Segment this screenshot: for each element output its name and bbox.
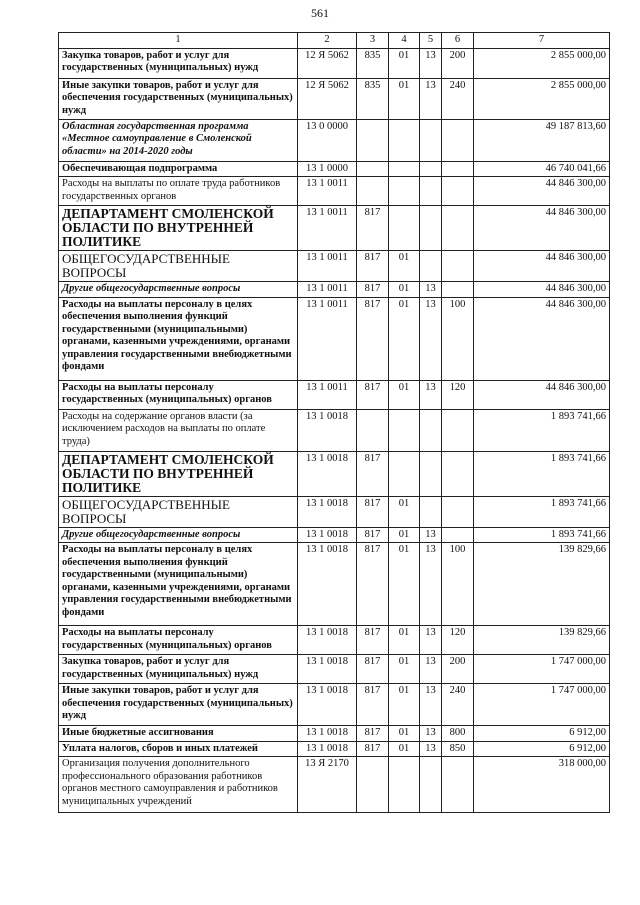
ministry-code-cell: 817 [357,543,389,626]
page-number: 561 [311,6,329,20]
table-row [59,380,610,409]
header-cell: 2 [298,33,357,49]
expense-type-cell: 200 [442,655,474,684]
target-code-cell: 13 1 0018 [298,451,357,496]
section-cell [389,206,420,251]
subsection-cell [420,177,442,206]
target-code-cell: 13 1 0011 [298,380,357,409]
subsection-cell [420,451,442,496]
target-code-cell: 13 0 0000 [298,119,357,161]
table-row [59,177,610,206]
section-cell [389,177,420,206]
expense-type-cell [442,119,474,161]
row-name-cell: Расходы на содержание органов власти (за исключением расходов на выплаты по оплате труда) [59,409,298,451]
header-cell: 7 [474,33,610,49]
target-code-cell: 13 1 0018 [298,409,357,451]
subsection-cell: 13 [420,48,442,78]
section-cell: 01 [389,282,420,298]
expense-type-cell [442,251,474,282]
header-cell: 6 [442,33,474,49]
subsection-cell [420,251,442,282]
row-name-cell: Областная государственная программа «Местное самоуправление в Смоленской области» на 2014-2020 годы [59,119,298,161]
row-name-cell: Закупка товаров, работ и услуг для государственных (муниципальных) нужд [59,655,298,684]
amount-cell: 318 000,00 [474,757,610,813]
section-cell [389,119,420,161]
section-cell: 01 [389,741,420,757]
row-name-cell: Другие общегосударственные вопросы [59,282,298,298]
amount-cell: 1 893 741,66 [474,527,610,543]
amount-cell: 2 855 000,00 [474,48,610,78]
amount-cell: 44 846 300,00 [474,206,610,251]
ministry-code-cell: 817 [357,451,389,496]
section-cell [389,161,420,177]
amount-cell: 44 846 300,00 [474,177,610,206]
header-cell: 3 [357,33,389,49]
budget-table [58,32,610,813]
section-cell: 01 [389,543,420,626]
ministry-code-cell: 817 [357,282,389,298]
table-row [59,626,610,655]
subsection-cell: 13 [420,380,442,409]
row-name-cell: Обеспечивающая подпрограмма [59,161,298,177]
target-code-cell: 13 1 0018 [298,527,357,543]
table-row [59,684,610,726]
ministry-code-cell [357,177,389,206]
ministry-code-cell: 835 [357,78,389,119]
expense-type-cell: 100 [442,297,474,380]
target-code-cell: 13 1 0018 [298,655,357,684]
table-row [59,282,610,298]
row-name-cell: Расходы на выплаты персоналу в целях обеспечения выполнения функций государственными (муниципальными) органами, казенными учреждениями, органами управления государственными внебюджетными фондами [59,297,298,380]
ministry-code-cell: 817 [357,380,389,409]
amount-cell: 6 912,00 [474,741,610,757]
amount-cell: 1 747 000,00 [474,684,610,726]
table-row [59,48,610,78]
subsection-cell: 13 [420,726,442,742]
section-cell: 01 [389,527,420,543]
subsection-cell: 13 [420,282,442,298]
expense-type-cell [442,206,474,251]
ministry-code-cell: 817 [357,527,389,543]
subsection-cell: 13 [420,78,442,119]
amount-cell: 49 187 813,60 [474,119,610,161]
table-row [59,161,610,177]
target-code-cell: 13 1 0018 [298,741,357,757]
ministry-code-cell: 817 [357,496,389,527]
section-cell: 01 [389,78,420,119]
ministry-code-cell: 817 [357,726,389,742]
row-name-cell: Уплата налогов, сборов и иных платежей [59,741,298,757]
subsection-cell: 13 [420,626,442,655]
subsection-cell: 13 [420,527,442,543]
target-code-cell: 13 1 0011 [298,282,357,298]
subsection-cell: 13 [420,543,442,626]
expense-type-cell: 800 [442,726,474,742]
ministry-code-cell: 817 [357,206,389,251]
target-code-cell: 13 1 0011 [298,251,357,282]
expense-type-cell: 240 [442,684,474,726]
table-row [59,451,610,496]
subsection-cell [420,496,442,527]
amount-cell: 44 846 300,00 [474,297,610,380]
target-code-cell: 12 Я 5062 [298,48,357,78]
row-name-cell: Иные закупки товаров, работ и услуг для обеспечения государственных (муниципальных) нужд [59,78,298,119]
subsection-cell: 13 [420,741,442,757]
target-code-cell: 13 1 0018 [298,684,357,726]
section-cell: 01 [389,726,420,742]
header-cell: 1 [59,33,298,49]
table-row [59,527,610,543]
row-name-cell: Иные бюджетные ассигнования [59,726,298,742]
subsection-cell: 13 [420,655,442,684]
target-code-cell: 13 1 0011 [298,206,357,251]
subsection-cell [420,206,442,251]
section-cell: 01 [389,496,420,527]
ministry-code-cell: 817 [357,655,389,684]
expense-type-cell [442,177,474,206]
table-row [59,409,610,451]
expense-type-cell: 240 [442,78,474,119]
amount-cell: 44 846 300,00 [474,380,610,409]
table-row [59,78,610,119]
table-row [59,251,610,282]
expense-type-cell: 200 [442,48,474,78]
section-cell: 01 [389,684,420,726]
ministry-code-cell [357,409,389,451]
ministry-code-cell: 835 [357,48,389,78]
section-cell: 01 [389,251,420,282]
ministry-code-cell: 817 [357,741,389,757]
row-name-cell: Расходы на выплаты по оплате труда работников государственных органов [59,177,298,206]
subsection-cell [420,757,442,813]
row-name-cell: Организация получения дополнительного профессионального образования работников органов местного самоуправления и работников муниципальных учреждений [59,757,298,813]
target-code-cell: 12 Я 5062 [298,78,357,119]
section-cell: 01 [389,655,420,684]
expense-type-cell: 120 [442,626,474,655]
section-cell [389,757,420,813]
section-cell: 01 [389,380,420,409]
amount-cell: 1 893 741,66 [474,409,610,451]
amount-cell: 1 747 000,00 [474,655,610,684]
target-code-cell: 13 1 0000 [298,161,357,177]
target-code-cell: 13 1 0011 [298,177,357,206]
ministry-code-cell [357,757,389,813]
subsection-cell [420,161,442,177]
header-cell: 4 [389,33,420,49]
amount-cell: 1 893 741,66 [474,496,610,527]
table-row [59,726,610,742]
amount-cell: 46 740 041,66 [474,161,610,177]
table-row [59,741,610,757]
ministry-code-cell: 817 [357,297,389,380]
table-row [59,119,610,161]
row-name-cell: ОБЩЕГОСУДАРСТВЕННЫЕ ВОПРОСЫ [59,496,298,527]
section-cell: 01 [389,48,420,78]
table-row [59,655,610,684]
target-code-cell: 13 1 0011 [298,297,357,380]
table-row [59,496,610,527]
section-cell [389,409,420,451]
header-cell: 5 [420,33,442,49]
row-name-cell: Другие общегосударственные вопросы [59,527,298,543]
ministry-code-cell: 817 [357,626,389,655]
amount-cell: 1 893 741,66 [474,451,610,496]
expense-type-cell: 120 [442,380,474,409]
row-name-cell: ДЕПАРТАМЕНТ СМОЛЕНСКОЙ ОБЛАСТИ ПО ВНУТРЕННЕЙ ПОЛИТИКЕ [59,206,298,251]
target-code-cell: 13 1 0018 [298,626,357,655]
row-name-cell: Расходы на выплаты персоналу государственных (муниципальных) органов [59,626,298,655]
expense-type-cell [442,757,474,813]
section-cell: 01 [389,626,420,655]
table-row [59,297,610,380]
target-code-cell: 13 1 0018 [298,726,357,742]
row-name-cell: Расходы на выплаты персоналу государственных (муниципальных) органов [59,380,298,409]
expense-type-cell [442,496,474,527]
amount-cell: 139 829,66 [474,543,610,626]
table-row [59,543,610,626]
table-header-row [59,33,610,49]
expense-type-cell [442,527,474,543]
row-name-cell: Иные закупки товаров, работ и услуг для обеспечения государственных (муниципальных) нужд [59,684,298,726]
section-cell [389,451,420,496]
row-name-cell: Расходы на выплаты персоналу в целях обеспечения выполнения функций государственными (муниципальными) органами, казенными учреждениями, органами управления государственными внебюджетными фондами [59,543,298,626]
amount-cell: 6 912,00 [474,726,610,742]
expense-type-cell: 100 [442,543,474,626]
table-row [59,757,610,813]
ministry-code-cell: 817 [357,684,389,726]
row-name-cell: ДЕПАРТАМЕНТ СМОЛЕНСКОЙ ОБЛАСТИ ПО ВНУТРЕННЕЙ ПОЛИТИКЕ [59,451,298,496]
table-row [59,206,610,251]
ministry-code-cell: 817 [357,251,389,282]
subsection-cell: 13 [420,684,442,726]
target-code-cell: 13 1 0018 [298,543,357,626]
expense-type-cell [442,409,474,451]
amount-cell: 44 846 300,00 [474,282,610,298]
target-code-cell: 13 1 0018 [298,496,357,527]
subsection-cell [420,409,442,451]
ministry-code-cell [357,119,389,161]
row-name-cell: ОБЩЕГОСУДАРСТВЕННЫЕ ВОПРОСЫ [59,251,298,282]
subsection-cell: 13 [420,297,442,380]
expense-type-cell [442,282,474,298]
target-code-cell: 13 Я 2170 [298,757,357,813]
row-name-cell: Закупка товаров, работ и услуг для государственных (муниципальных) нужд [59,48,298,78]
amount-cell: 2 855 000,00 [474,78,610,119]
expense-type-cell: 850 [442,741,474,757]
ministry-code-cell [357,161,389,177]
amount-cell: 44 846 300,00 [474,251,610,282]
amount-cell: 139 829,66 [474,626,610,655]
expense-type-cell [442,451,474,496]
section-cell: 01 [389,297,420,380]
subsection-cell [420,119,442,161]
expense-type-cell [442,161,474,177]
